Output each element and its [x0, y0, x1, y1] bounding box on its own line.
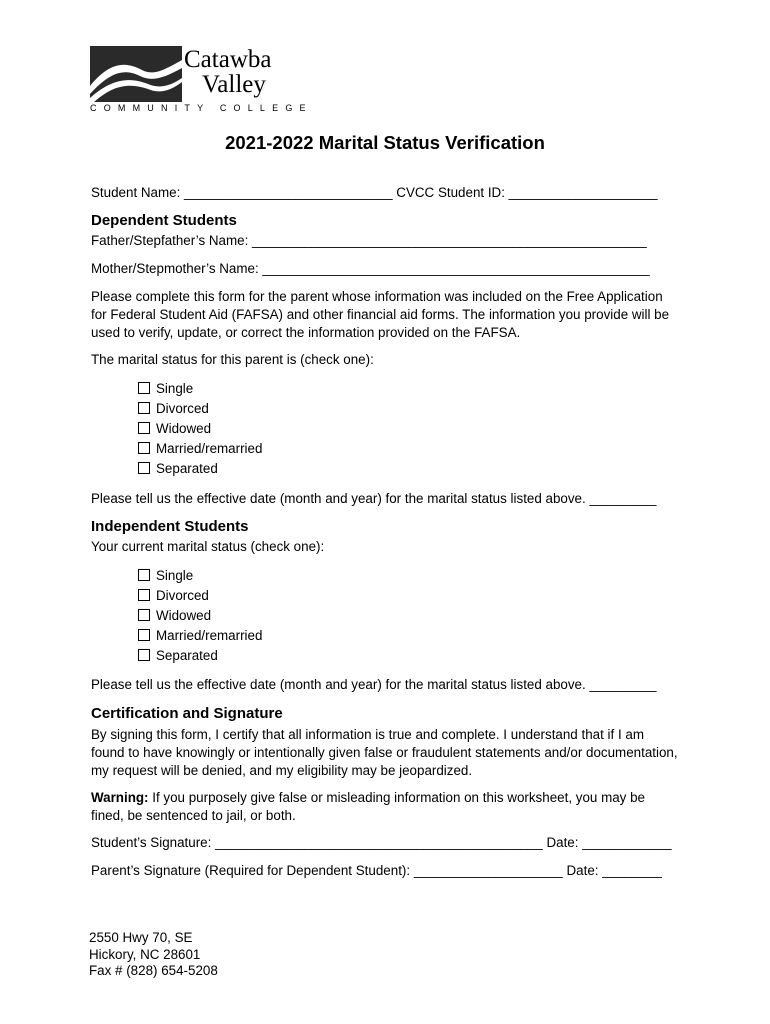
checkbox[interactable] — [138, 609, 150, 621]
checkbox[interactable] — [138, 442, 150, 454]
certification-heading: Certification and Signature — [91, 705, 283, 722]
checkbox[interactable] — [138, 402, 150, 414]
address-city: Hickory, NC 28601 — [89, 946, 201, 962]
warning-body: If you purposely give false or misleading information on this worksheet, you may be fined, be sentenced to jail, or both. — [91, 790, 645, 823]
dependent-option-single[interactable]: Single — [138, 381, 193, 397]
checkbox[interactable] — [138, 569, 150, 581]
independent-heading: Independent Students — [91, 518, 249, 535]
dependent-heading: Dependent Students — [91, 212, 237, 229]
father-name-field[interactable]: Father/Stepfather’s Name: _____________________________________________________ — [91, 233, 647, 248]
parent-signature-field[interactable]: Parent’s Signature (Required for Dependent Student): ____________________ Date: ________ — [91, 863, 662, 878]
college-address — [89, 930, 218, 980]
certification-text: By signing this form, I certify that all information is true and complete. I understand that if I am found to have knowingly or intentionally given false or fraudulent statements and/or documentation, my request will be denied, and my eligibility may be jeopardized. — [91, 727, 678, 778]
logo-name-line1: Catawba — [184, 46, 272, 73]
mother-name-field[interactable]: Mother/Stepmother’s Name: ____________________________________________________ — [91, 261, 650, 276]
address-street: 2550 Hwy 70, SE — [89, 930, 193, 945]
checkbox[interactable] — [138, 382, 150, 394]
logo-name-line2: Valley — [202, 71, 266, 98]
address-fax: Fax # (828) 654-5208 — [89, 963, 218, 978]
student-signature-field[interactable]: Student’s Signature: ____________________________________________ Date: ____________ — [91, 835, 672, 850]
dependent-option-widowed[interactable]: Widowed — [138, 421, 211, 437]
mountain-logo-icon — [90, 46, 182, 102]
logo-subtitle: COMMUNITY COLLEGE — [90, 103, 313, 113]
independent-option-married[interactable]: Married/remarried — [138, 628, 262, 644]
dependent-prompt: The marital status for this parent is (check one): — [91, 352, 374, 367]
dependent-option-separated[interactable]: Separated — [138, 461, 218, 477]
independent-option-single[interactable]: Single — [138, 568, 193, 584]
checkbox[interactable] — [138, 462, 150, 474]
independent-effective-date-field[interactable]: Please tell us the effective date (month and year) for the marital status listed above. _________ — [91, 677, 657, 692]
independent-option-separated[interactable]: Separated — [138, 648, 218, 664]
checkbox[interactable] — [138, 422, 150, 434]
independent-prompt: Your current marital status (check one): — [91, 539, 325, 554]
independent-option-widowed[interactable]: Widowed — [138, 608, 211, 624]
checkbox[interactable] — [138, 589, 150, 601]
checkbox[interactable] — [138, 649, 150, 661]
college-logo — [90, 44, 313, 116]
dependent-effective-date-field[interactable]: Please tell us the effective date (month and year) for the marital status listed above. _________ — [91, 491, 657, 506]
warning-label: Warning: — [91, 790, 149, 805]
dependent-instructions: Please complete this form for the parent whose information was included on the Free Application for Federal Student Aid (FAFSA) and other financial aid forms. The information you provide will be used to verify, update, or correct the information provided on the FAFSA. — [91, 289, 670, 340]
dependent-option-married[interactable]: Married/remarried — [138, 441, 262, 457]
page-title: 2021-2022 Marital Status Verification — [225, 132, 545, 153]
dependent-option-divorced[interactable]: Divorced — [138, 401, 209, 417]
checkbox[interactable] — [138, 629, 150, 641]
independent-option-divorced[interactable]: Divorced — [138, 588, 209, 604]
student-name-id-field[interactable]: Student Name: ____________________________ CVCC Student ID: ____________________ — [91, 185, 658, 200]
warning-text — [91, 789, 681, 825]
